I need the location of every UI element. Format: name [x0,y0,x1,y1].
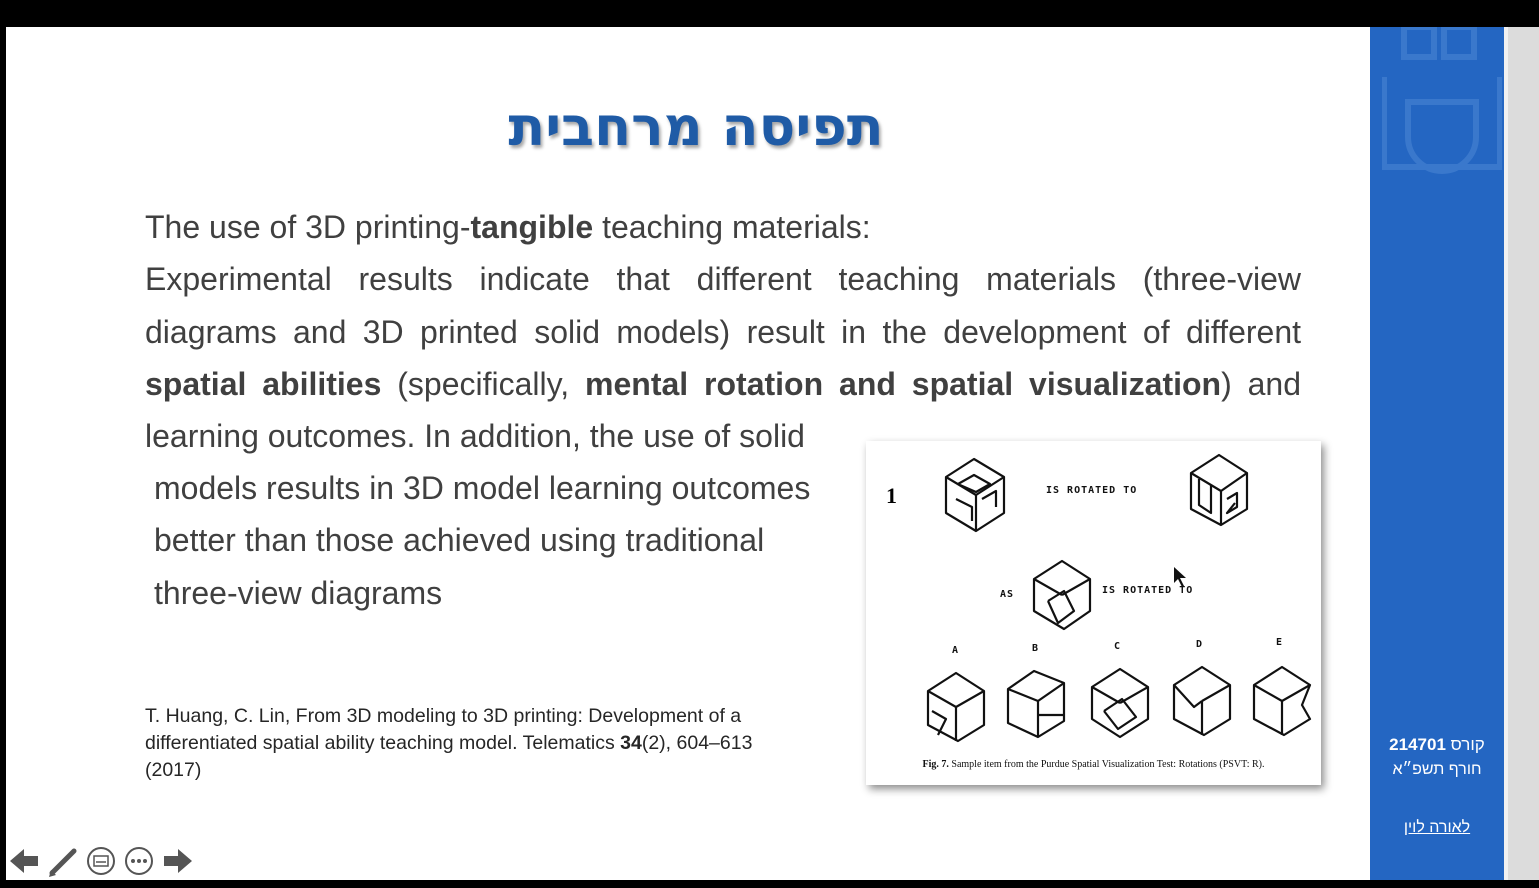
course-sidebar [1370,27,1504,880]
body-line-7: better than those achieved using traditional [154,522,765,558]
option-label-c: C [1114,641,1122,652]
option-cube-c [1092,669,1148,737]
next-arrow-icon[interactable] [160,843,194,879]
option-cube-a [928,673,984,741]
option-cube-b [1008,671,1064,737]
option-label-e: E [1276,637,1284,648]
item-number: 1 [886,483,897,508]
body-line-2: Experimental results indicate that different teaching materials (three-view [145,261,1301,297]
pen-icon[interactable] [46,843,80,879]
prev-arrow-icon[interactable] [8,843,42,879]
option-cube-e [1254,667,1310,735]
body-line-6: models results in 3D model learning outcomes [154,470,811,506]
body-line-4: spatial abilities (specifically, mental rotation and spatial visualization) and [145,366,1302,402]
option-label-b: B [1032,643,1040,654]
slide-canvas [6,27,1370,880]
source-block-1 [946,459,1004,531]
course-number: קורס 214701 [1389,735,1485,754]
option-label-d: D [1196,639,1204,650]
intro-line: The use of 3D printing-tangible teaching materials: [145,209,871,245]
body-line-5: learning outcomes. In addition, the use of solid [145,418,805,454]
as-label: AS [1000,589,1015,600]
figure-caption: Fig. 7. Sample item from the Purdue Spatial Visualization Test: Rotations (PSVT: R). [922,759,1265,770]
author-link[interactable]: לאורה לוין [1403,819,1471,836]
subtitles-icon[interactable] [84,843,118,879]
reference-citation: T. Huang, C. Lin, From 3D modeling to 3D printing: Development of a differentiated spatial ability teaching model. Telematics 34(2), 604–613 (2017) [145,705,753,781]
rotated-label-2: IS ROTATED TO [1102,585,1194,596]
window-scroll-edge [1508,27,1539,880]
rotated-label-1: IS ROTATED TO [1046,485,1138,496]
more-icon[interactable] [122,843,156,879]
body-line-8: three-view diagrams [154,575,443,611]
semester-label: חורף תשפ״א [1392,761,1482,778]
target-block-1 [1191,455,1247,525]
psvt-figure [866,441,1321,785]
mouse-cursor-icon [1174,567,1186,587]
option-cube-d [1174,667,1230,735]
body-line-3: diagrams and 3D printed solid models) result in the development of different [145,314,1301,350]
tangible-bold: tangible [470,209,594,245]
option-label-a: A [952,645,960,656]
slide-title: תפיסה מרחבית [508,95,884,158]
logo-watermark-icon [1382,27,1502,187]
source-cube-2 [1034,561,1090,629]
